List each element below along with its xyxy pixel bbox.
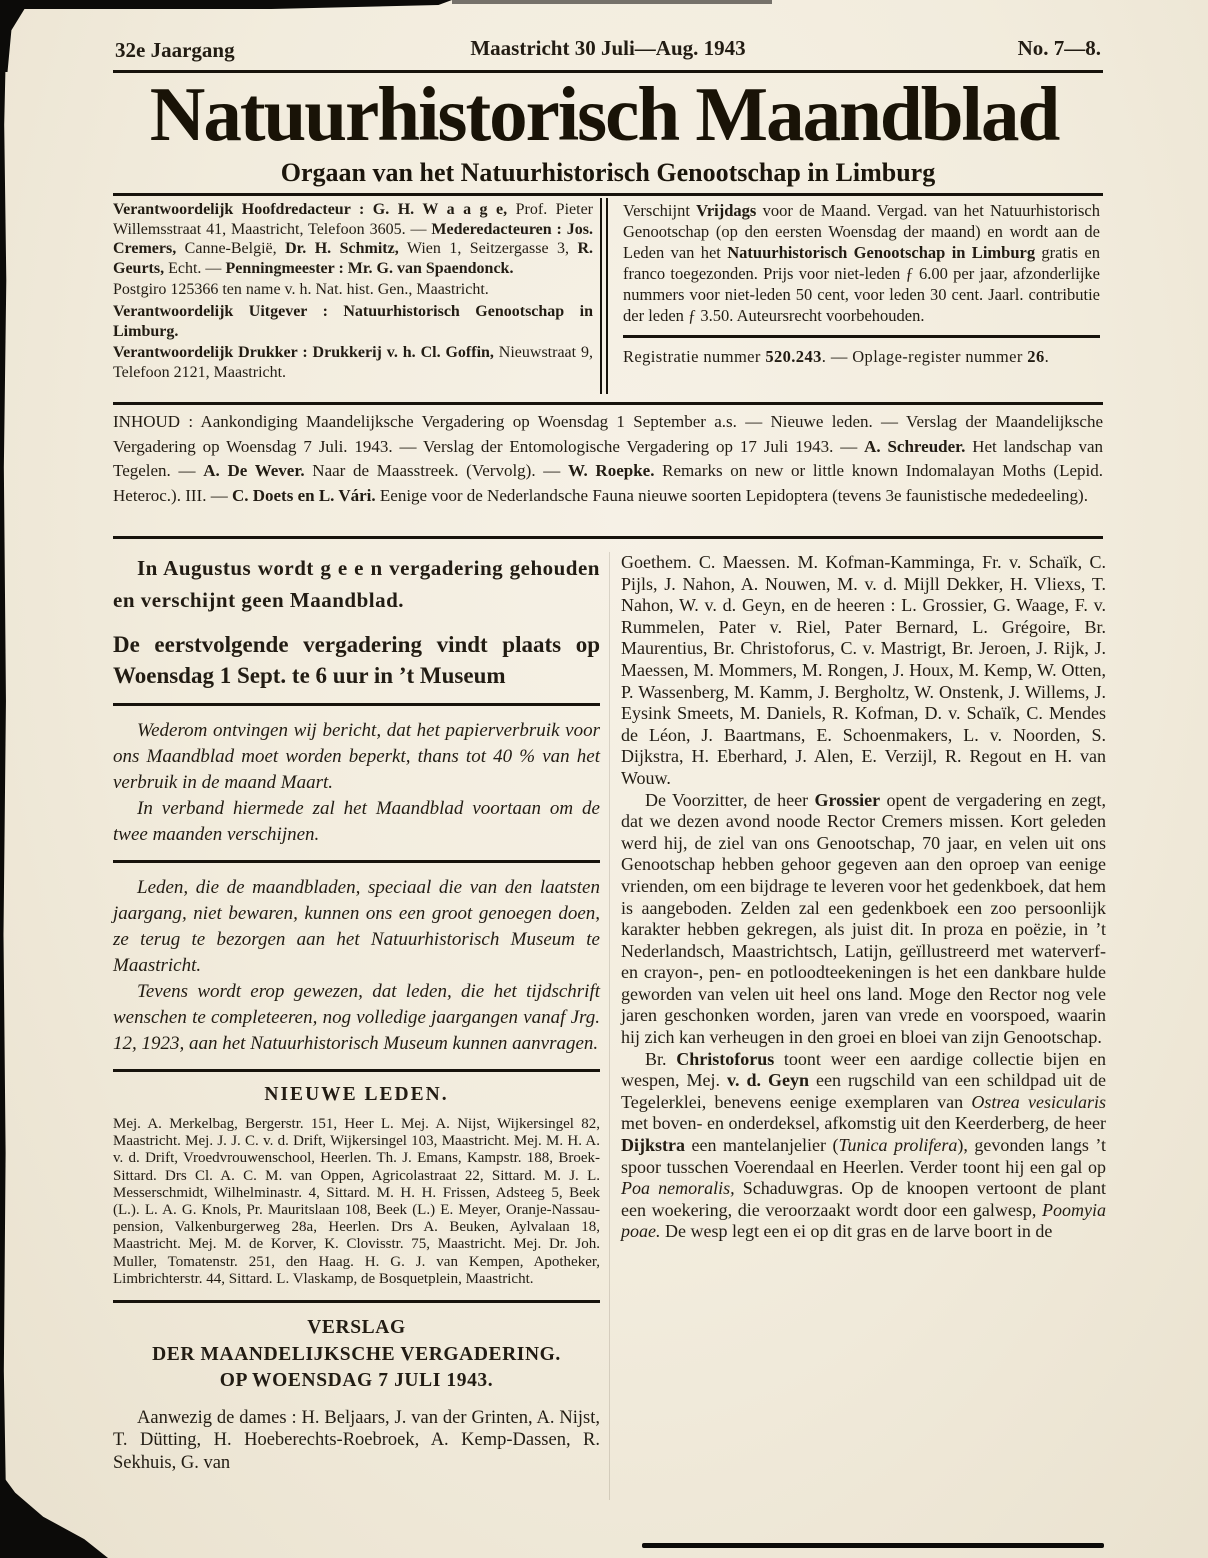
registration-line: Registratie nummer 520.243. — Oplage-register nummer 26. <box>623 347 1050 366</box>
specimens-paragraph: Br. Christoforus toont weer een aardige collectie bijen en wespen, Mej. v. d. Geyn een rugschild van een schildpad uit de Tegelerklei, benevens eenige exemplaren van Ostrea vesicularis met boven- en onderdeksel, afkomstig uit den Keerderberg, de heer Dijkstra een mantelanjelier (Tunica prolifera), gevonden langs ’t spoor tusschen Voerendaal en Heerlen. Verder toont hij een gal op Poa nemoralis, Schaduwgras. Op de knoopen vertoont de plant een woekering, die veroorzaakt wordt door een galwesp, Poomyia poae. De wesp legt een ei op dit gras en de larve boort in de <box>621 1048 1107 1242</box>
issue-header-row <box>113 36 1103 68</box>
journal-subtitle: Orgaan van het Natuurhistorisch Genootschap in Limburg <box>280 158 936 187</box>
section-rule <box>113 1300 600 1303</box>
printer-paragraph: Verantwoordelijk Drukker : Drukkerij v. h. Cl. Goffin, Nieuwstraat 9, Telefoon 2121, Maastricht. <box>113 344 593 381</box>
masthead-publication-block <box>623 200 1100 369</box>
section-rule <box>113 1069 600 1072</box>
next-meeting-announcement: De eerstvolgende vergadering vindt plaats op Woensdag 1 Sept. te 6 uur in ’t Museum <box>113 632 600 688</box>
section-rule <box>113 860 600 863</box>
scan-artifact-top-edge-faint <box>452 0 772 4</box>
new-members-heading: NIEUWE LEDEN. <box>264 1084 449 1105</box>
registration-rule <box>623 335 1100 338</box>
scan-artifact-bottom-left-corner <box>0 1472 108 1558</box>
journal-title: Natuurhistorisch Maandblad <box>149 71 1059 157</box>
new-members-list: Mej. A. Merkelbag, Bergerstr. 151, Heer L. Mej. A. Nijst, Wijkersingel 82, Maastricht. Mej. J. J. C. v. d. Drift, Wijkersingel 103, Maastricht. Mej. M. H. A. v. d. Drift, Vroedvrouwenschool, Heerlen. Th. J. Emans, Kampstr. 188, Broek-Sittard. Drs Cl. A. C. M. van Oppen, Agricolastraat 22, Sittard. M. J. L. Messerschmidt, Wilhelminastr. 4, Sittard. M. H. H. Frissen, Adsteeg 5, Beek (L.). L. A. G. Knols, Pr. Mauritslaan 108, Beek (L.) E. Meyer, Oranje-Nassau-pension, Valkenburgerweg 28a, Heerlen. Drs A. Beuken, Aylvalaan 18, Maastricht. Mej. M. de Korver, K. Clovisstr. 75, Maastricht. Mej. Dr. Joh. Muller, Tomatenstr. 251, den Haag. H. G. J. van Kempen, Apotheker, Limbrichterstr. 44, Sittard. L. Vlaskamp, de Bosquetplein, Maastricht. <box>113 1116 600 1287</box>
column-divider-rule <box>609 552 610 1500</box>
meeting-report-heading <box>113 1315 600 1395</box>
scan-artifact-top-left-corner <box>0 0 30 72</box>
paper-restriction-notice: Wederom ontvingen wij bericht, dat het papierverbruik voor ons Maandblad moet worden beperkt, thans tot 40 % van het verbruik in de maand Maart. <box>113 720 600 793</box>
report-heading-line3: OP WOENSDAG 7 JULI 1943. <box>219 1370 494 1392</box>
masthead-divider-rule <box>600 198 608 394</box>
chairman-speech-paragraph: De Voorzitter, de heer Grossier opent de vergadering en zegt, dat we dezen avond noode Rector Cremers missen. Kort geleden werd hij, de ziel van ons Genootschap, 70 jaar, en velen uit ons Genootschap hebben gehoor gegeven aan den oproep van eenige vrienden, om een bijdrage te leveren voor het gedenkboek, dat hem is aangeboden. Zelden zal een gedenkboek een zoo persoonlijk karakter hebben gekregen, als juist dit. In proza en poëzie, in ’t Nederlandsch, Maastrichtsch, Latijn, geïllustreerd met waterverf- en crayon-, pen- en potloodteekeningen is het een dankbare hulde geworden van velen uit heel ons land. Moge den Rector nog vele jaren geschonken worden, jaren van vrede en voorspoed, waarin hij zich kan verheugen in den groei en bloei van zijn Genootschap. <box>621 789 1106 1048</box>
table-of-contents: INHOUD : Aankondiging Maandelijksche Vergadering op Woensdag 1 September a.s. — Nieuwe leden. — Verslag der Maandelijksche Vergadering op Woensdag 7 Juli. 1943. — Verslag der Entomologische Vergadering op 17 Juli 1943. — A. Schreuder. Het landschap van Tegelen. — A. De Wever. Naar de Maasstreek. (Vervolg). — W. Roepke. Remarks on new or little known Indomalayan Moths (Lepid. Heteroc.). III. — C. Doets en L. Vári. Eenige voor de Nederlandsche Fauna nieuwe soorten Lepidoptera (tevens 3e faunistische mededeeling). <box>113 412 1103 505</box>
postgiro-paragraph: Postgiro 125366 ten name v. h. Nat. hist. Gen., Maastricht. <box>113 281 489 299</box>
report-heading-line1: VERSLAG <box>307 1317 406 1339</box>
august-announcement: In Augustus wordt g e e n vergadering gehouden en verschijnt geen Maandblad. <box>113 556 600 612</box>
publication-info-paragraph: Verschijnt Vrijdags voor de Maand. Vergad. van het Natuurhistorisch Genootschap (op den eersten Woensdag der maand) en wordt aan de Leden van het Natuurhistorisch Genootschap in Limburg gratis en franco toegezonden. Prijs voor niet-leden ƒ 6.00 per jaar, afzonderlijke nummers voor niet-leden 50 cent, voor leden 30 cent. Jaarl. contributie der leden ƒ 3.50. Auteursrecht voorbehouden. <box>623 201 1100 325</box>
left-column <box>113 552 600 1474</box>
issue-number: No. 7—8. <box>1017 36 1101 60</box>
volume-label: 32e Jaargang <box>115 38 235 62</box>
scan-artifact-bottom-line <box>642 1543 1104 1548</box>
complete-volumes-notice: Tevens wordt erop gewezen, dat leden, die het tijdschrift wenschen te completeeren, nog volledige jaargangen vanaf Jrg. 12, 1923, aan het Natuurhistorisch Museum kunnen aanvragen. <box>113 981 600 1054</box>
section-rule <box>113 703 600 706</box>
contents-bottom-rule <box>113 536 1103 539</box>
masthead-bottom-rule <box>113 402 1103 405</box>
report-heading-line2: DER MAANDELIJKSCHE VERGADERING. <box>152 1343 561 1365</box>
masthead-editors-block <box>113 200 593 384</box>
publisher-paragraph: Verantwoordelijk Uitgever : Natuurhistorisch Genootschap in Limburg. <box>113 302 593 340</box>
editors-paragraph: Verantwoordelijk Hoofdredacteur : G. H. W a a g e, Prof. Pieter Willemsstraat 41, Maastricht, Telefoon 3605. — Mederedacteuren : Jos. Cremers, Canne-België, Dr. H. Schmitz, Wien 1, Seitzergasse 3, R. Geurts, Echt. — Penningmeester : Mr. G. van Spaendonck. <box>113 201 594 277</box>
masthead-top-rule <box>113 193 1103 196</box>
attendees-continued-paragraph: Goethem. C. Maessen. M. Kofman-Kamminga, Fr. v. Schaïk, C. Pijls, J. Nahon, A. Nouwen, M. v. d. Mijll Dekker, H. Vliexs, T. Nahon, W. v. d. Geyn, en de heeren : L. Grossier, G. Waage, F. v. Rummelen, Pater v. Riel, Pater Bernard, L. Grégoire, Br. Maurentius, Br. Christoforus, C. v. Mastrigt, Br. Jeroen, J. Rijk, J. Maessen, M. Mommers, M. Rongen, J. Houx, M. Kemp, W. Otten, P. Wassenberg, M. Kamm, J. Bergholtz, W. Onstenk, J. Willems, J. Eysink Smeets, M. Daniels, R. Kofman, D. v. Schaïk, C. Mendes de Léon, J. Baartmans, E. Schoenmakers, L. v. Noorden, S. Dijkstra, H. Eberhard, J. Alen, E. Verzijl, R. Regout en H. van Wouw. <box>621 552 1106 788</box>
right-column <box>621 552 1106 1243</box>
issue-date: Maastricht 30 Juli—Aug. 1943 <box>470 36 746 60</box>
scan-artifact-top-edge <box>0 0 452 9</box>
scan-artifact-left-edge <box>0 0 7 1558</box>
bimonthly-notice: In verband hiermede zal het Maandblad voortaan om de twee maanden verschijnen. <box>113 798 600 845</box>
return-issues-notice: Leden, die de maandbladen, speciaal die van den laatsten jaargang, niet bewaren, kunnen ons een groot genoegen doen, ze terug te bezorgen aan het Natuurhistorisch Museum te Maastricht. <box>113 877 600 976</box>
attendees-paragraph: Aanwezig de dames : H. Beljaars, J. van der Grinten, A. Nijst, T. Dütting, H. Hoeberechts-Roebroek, A. Kemp-Dassen, R. Sekhuis, G. van <box>113 1407 600 1473</box>
